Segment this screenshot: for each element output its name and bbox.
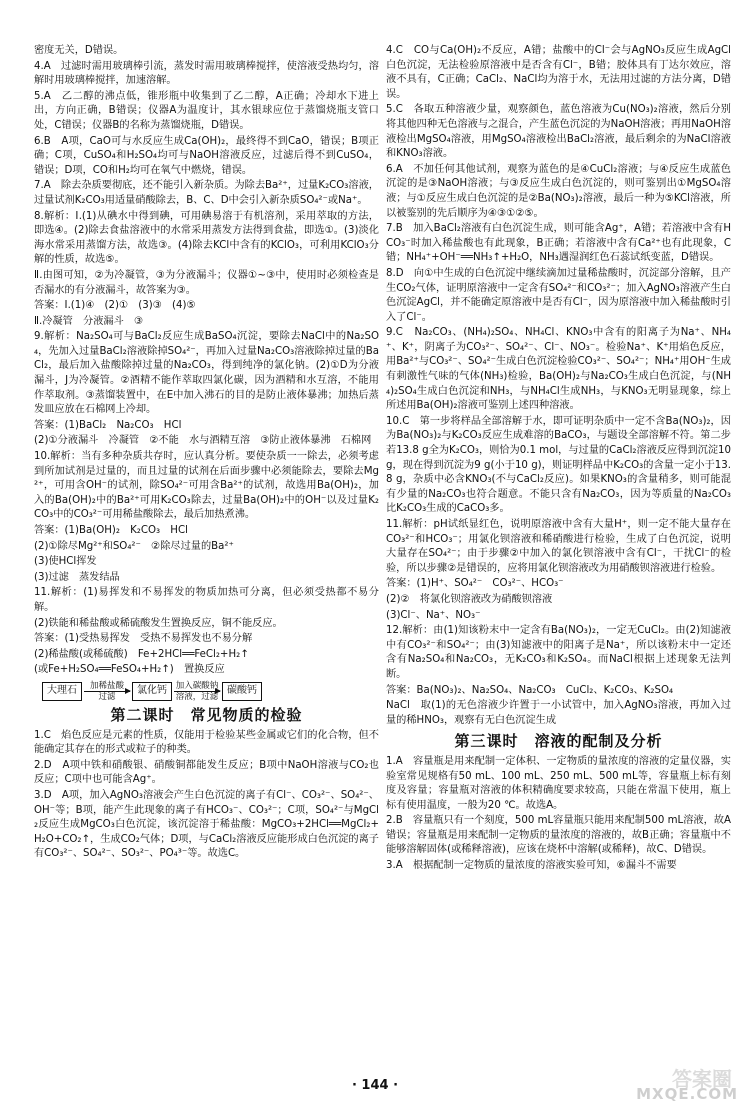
paragraph: 3.D A项，加入AgNO₃溶液会产生白色沉淀的离子有Cl⁻、CO₃²⁻、SO₄²⁻、OH⁻等；B项，能产生此现象的离子有HCO₃⁻、CO₃²⁻；C项，SO₄²⁻与MgCl₂反应生成MgCO₃白色沉淀，该沉淀溶于稀盐酸：MgCO₃+2HCl══MgCl₂+H₂O+CO₂↑，生成CO₂气体；D项，与CaCl₂溶液反应能形成白色沉淀的离子有CO₃²⁻、SO₄²⁻、SO₃²⁻、PO₄³⁻等。故选C。 — [34, 789, 379, 860]
answer-line: (或Fe+H₂SO₄══FeSO₄+H₂↑) 置换反应 — [34, 664, 225, 676]
paragraph: 5.C 各取五种溶液少量，观察颜色，蓝色溶液为Cu(NO₃)₂溶液，然后分别将其他四种无色溶液与之混合，产生蓝色沉淀的为NaOH溶液；再用NaOH溶液检出MgSO₄溶液，用MgSO₄溶液检出BaCl₂溶液，最后剩余的为NaCl溶液和KNO₃溶液。 — [386, 104, 731, 160]
paragraph: 5.A 乙二醇的沸点低，锥形瓶中收集到了乙二醇，A正确；冷却水下进上出，方向正确，B错误；仪器A为温度计，其水银球应位于蒸馏烧瓶支管口处，C错误；仪器B的名称为蒸馏烧瓶，D错误。 — [34, 90, 379, 131]
watermark-logo-text: 答案圈 — [672, 1067, 732, 1091]
paragraph: 9.C Na₂CO₃、(NH₄)₂SO₄、NH₄Cl、KNO₃中含有的阳离子为Na⁺、NH₄⁺、K⁺，阴离子为CO₃²⁻、SO₄²⁻、Cl⁻、NO₃⁻。检验Na⁺、K⁺用焰色反应，用Ba²⁺与CO₃²⁻、SO₄²⁻生成白色沉淀检验CO₃²⁻、SO₄²⁻；NH₄⁺用OH⁻生成有刺激性气味的气体(NH₃)检验，Ba(OH)₂与Na₂CO₃生成白色沉淀，与(NH₄)₂SO₄生成白色沉淀和NH₃，与NH₄Cl生成NH₃，与KNO₃无明显现象，综上所述用Ba(OH)₂溶液可鉴别上述四种溶液。 — [386, 327, 731, 412]
paragraph: 6.A 不加任何其他试剂，观察为蓝色的是④CuCl₂溶液；与④反应生成蓝色沉淀的是③NaOH溶液；与③反应生成白色沉淀的，则可鉴别出①MgSO₄溶液；与①反应生成白色沉淀的是②Ba(NO₃)₂溶液，最后一种为⑤KCl溶液，所以被鉴别的先后顺序为④③①②⑤。 — [386, 163, 731, 219]
paragraph: 8.D 向①中生成的白色沉淀中继续滴加过量稀盐酸时，沉淀部分溶解，且产生CO₂气体，证明原溶液中一定含有SO₄²⁻和CO₃²⁻；加入AgNO₃溶液产生白色沉淀AgCl，并不能确定原溶液中是否有Cl⁻，因为原溶液中加入稀盐酸时引入了Cl⁻。 — [386, 267, 731, 323]
answer-line: (2)② 将氯化钡溶液改为硝酸钡溶液 — [386, 593, 553, 605]
answer-line: (2)①除尽Mg²⁺和SO₄²⁻ ②除尽过量的Ba²⁺ — [34, 540, 234, 552]
flow-box-calcium-carbonate: 碳酸钙 — [222, 682, 262, 701]
answer-line: 答案：Ⅰ.(1)④ (2)① (3)③ (4)⑤ — [34, 300, 196, 312]
arrow-right-icon — [174, 691, 220, 692]
paragraph: 4.A 过滤时需用玻璃棒引流，蒸发时需用玻璃棒搅拌，使溶液受热均匀，溶解时用玻璃棒搅拌，加速溶解。 — [34, 60, 379, 87]
answer-line: (3)Cl⁻、Na⁺、NO₃⁻ — [386, 609, 481, 621]
paragraph: 3.A 根据配制一定物质的量浓度的溶液实验可知，⑥漏斗不需要 — [386, 860, 677, 872]
paragraph: 11.解析：pH试纸显红色，说明原溶液中含有大量H⁺，则一定不能大量存在CO₃²⁻和HCO₃⁻；用氯化钡溶液和稀硝酸进行检验，生成了白色沉淀，说明大量存在SO₄²⁻；由于步骤②中加入的氯化钡溶液中含有Cl⁻，干扰Cl⁻的检验，所以步骤②是错误的，应将用氯化钡溶液改为用硝酸钡溶液进行检验。 — [386, 519, 731, 574]
paragraph: 4.C CO与Ca(OH)₂不反应，A错；盐酸中的Cl⁻会与AgNO₃反应生成AgCl白色沉淀，无法检验原溶液中是否含有Cl⁻，B错；胶体具有丁达尔效应，溶液不具有，C正确；CaCl₂、NaCl均为溶于水，无法用过滤的方法分离，D错误。 — [386, 45, 731, 100]
paragraph: 7.B 加入BaCl₂溶液有白色沉淀生成，则可能含Ag⁺，A错；若溶液中含有HCO₃⁻时加入稀盐酸也有此现象，B正确；若溶液中含有Ca²⁺也有此现象，C错；NH₄⁺+OH⁻══NH₃↑+H₂O，NH₃遇湿润红色石蕊试纸变蓝，D错误。 — [386, 223, 731, 264]
paragraph: 1.A 容量瓶是用来配制一定体积、一定物质的量浓度的溶液的定量仪器，实验室常见规格有50 mL、100 mL、250 mL、500 mL等，容量瓶上标有刻度及容量；容量瓶对溶液的体积精确度要求较高，只能在常温下使用，瓶上标有使用温度，一般为20 ℃。故选A。 — [386, 755, 731, 811]
watermark-url: MXQE.COM — [636, 1085, 738, 1103]
paragraph: Ⅱ.由图可知，②为冷凝管，③为分液漏斗；仪器①~③中，使用时必须检查是否漏水的有分液漏斗，故答案为③。 — [34, 269, 379, 296]
arrow-right-icon — [84, 691, 130, 692]
flow-arrow-label-top: 加入碳酸钠 — [175, 680, 219, 691]
flow-arrow-label-bottom: 过滤 — [98, 691, 116, 702]
flow-arrow-label-bottom: 溶液，过滤 — [175, 691, 219, 702]
paragraph: 11.解析：(1)易挥发和不易挥发的物质加热可分离，但必须受热都不易分解。 — [34, 587, 379, 613]
page-number: · 144 · — [351, 1078, 399, 1093]
flow-box-calcium-chloride: 氯化钙 — [132, 682, 172, 701]
paragraph: 8.解析：Ⅰ.(1)从碘水中得到碘，可用碘易溶于有机溶剂，采用萃取的方法，即选④。(2)除去食盐溶液中的水常采用蒸发方法得到食盐，即选①。(3)淡化海水常采用蒸馏方法，故选③。(4)除去KCl中含有的KClO₃，可利用KClO₃分解的性质，故选⑤。 — [34, 210, 379, 266]
paragraph: 2.B 容量瓶只有一个刻度，500 mL容量瓶只能用来配制500 mL溶液，故A错误；容量瓶是用来配制一定物质的量浓度的溶液的，故B正确；容量瓶中不能够溶解固体(或稀释溶液)，应该在烧杯中溶解(或稀释)，故C、D错误。 — [386, 815, 731, 856]
flow-arrow — [84, 681, 130, 702]
answer-line: 答案：(1)H⁺、SO₄²⁻ CO₃²⁻、HCO₃⁻ — [386, 578, 564, 590]
watermark-logo — [592, 1063, 742, 1105]
answer-line: 答案：Ba(NO₃)₂、Na₂SO₄、Na₂CO₃ CuCl₂、K₂CO₃、K₂SO₄ — [386, 684, 674, 696]
paragraph: (2)铁能和稀盐酸或稀硫酸发生置换反应，铜不能反应。 — [34, 617, 283, 629]
section-title: 第三课时 溶液的配制及分析 — [454, 732, 663, 751]
answer-line: NaCl 取(1)的无色溶液少许置于一小试管中，加入AgNO₃溶液，再加入过量的稀HNO₃，观察有无白色沉淀生成 — [386, 700, 731, 726]
right-column — [386, 44, 731, 875]
answer-line: 答案：(1)受热易挥发 受热不易挥发也不易分解 — [34, 633, 253, 645]
answer-line: (3)过滤 蒸发结晶 — [34, 571, 120, 583]
flow-arrow-label-top: 加稀盐酸 — [89, 680, 124, 691]
answer-line: (2)①分液漏斗 冷凝管 ②不能 水与酒精互溶 ③防止液体暴沸 石棉网 — [34, 435, 372, 447]
section-title: 第二课时 常见物质的检验 — [110, 705, 303, 724]
answer-line: (2)稀盐酸(或稀硫酸) Fe+2HCl══FeCl₂+H₂↑ — [34, 648, 249, 660]
paragraph: 12.解析：由(1)知该粉末中一定含有Ba(NO₃)₂，一定无CuCl₂。由(2)知滤液中有CO₃²⁻和SO₄²⁻；由(3)知滤液中的阳离子是Na⁺，所以该粉末中一定还含有Na₂SO₄和Na₂CO₃，无K₂CO₃和K₂SO₄。而NaCl根据上述现象无法判断。 — [386, 625, 731, 680]
paragraph: 6.B A项，CaO可与水反应生成Ca(OH)₂，最终得不到CaO，错误；B项正确；C项，CuSO₄和H₂SO₄均可与NaOH溶液反应，过滤后得不到CuSO₄，错误；D项，CO和H₂均可在氧气中燃烧，错误。 — [34, 135, 379, 176]
paragraph: 9.解析：Na₂SO₄可与BaCl₂反应生成BaSO₄沉淀，要除去NaCl中的Na₂SO₄，先加入过量BaCl₂溶液除掉SO₄²⁻，再加入过量Na₂CO₃溶液除掉过量的BaCl₂，最后加入盐酸除掉过量的Na₂CO₃，得到纯净的氯化钠。(2)①D为分液漏斗，J为冷凝管。②酒精不能作萃取四氯化碳，因为酒精和水互溶，不能用作萃取剂。③蒸馏装置中，在E中加入沸石的目的是防止液体暴沸；加热后蒸发皿应放在石棉网上冷却。 — [34, 331, 379, 416]
process-flow-diagram — [42, 681, 379, 702]
flow-arrow — [174, 681, 220, 702]
left-column — [34, 44, 379, 863]
answer-line: 答案：(1)Ba(OH)₂ K₂CO₃ HCl — [34, 525, 188, 536]
paragraph: 10.解析：当有多种杂质共存时，应认真分析。要使杂质一一除去，必须考虑到所加试剂是过量的，而且过量的试剂在后面步骤中必须能除去，要除去Mg²⁺，可用含OH⁻的试剂，除SO₄²⁻可用含Ba²⁺的试剂，故选用Ba(OH)₂，加入的Ba(OH)₂中的Ba²⁺可用K₂CO₃除去，过量Ba(OH)₂中的OH⁻以及过量K₂CO₃中的CO₃²⁻可用稀盐酸除去，最后加热煮沸。 — [34, 451, 379, 521]
answer-line: (3)使HCl挥发 — [34, 556, 97, 568]
answer-line: Ⅱ.冷凝管 分液漏斗 ③ — [34, 315, 144, 327]
paragraph: 2.D A项中铁和硝酸银、硝酸铜都能发生反应；B项中NaOH溶液与CO₂也反应；C项中也可能含Ag⁺。 — [34, 759, 379, 786]
flow-box-marble: 大理石 — [42, 682, 82, 701]
paragraph: 7.A 除去杂质要彻底，还不能引入新杂质。为除去Ba²⁺，过量K₂CO₃溶液，过量试剂K₂CO₃用适量硝酸除去，B、C、D中会引入新杂质SO₄²⁻或Na⁺。 — [34, 180, 379, 206]
paragraph: 10.C 第一步将样品全部溶解于水，即可证明杂质中一定不含Ba(NO₃)₂，因为Ba(NO₃)₂与K₂CO₃反应生成难溶的BaCO₃，与题设全部溶解不符。第二步若13.8 g全为K₂CO₃，则恰为0.1 mol，与过量的CaCl₂溶液反应得到沉淀10 g，现在得到沉淀为9 g(小于10 g)，则证明样品中K₂CO₃的含量一定小于13.8 g，杂质中必含KNO₃(不与CaCl₂反应)。如果KNO₃的含量稍多，则可能混有少量的Na₂CO₃也符合题意。不能只含有Na₂CO₃，因为等质量的Na₂CO₃比K₂CO₃生成的CaCO₃多。 — [386, 415, 731, 515]
paragraph: 1.C 焰色反应是元素的性质，仅能用于检验某些金属或它们的化合物，但不能确定其存在的形式或粒子的种类。 — [34, 729, 379, 756]
paragraph: 密度无关，D错误。 — [34, 45, 124, 56]
answer-line: 答案：(1)BaCl₂ Na₂CO₃ HCl — [34, 419, 182, 431]
